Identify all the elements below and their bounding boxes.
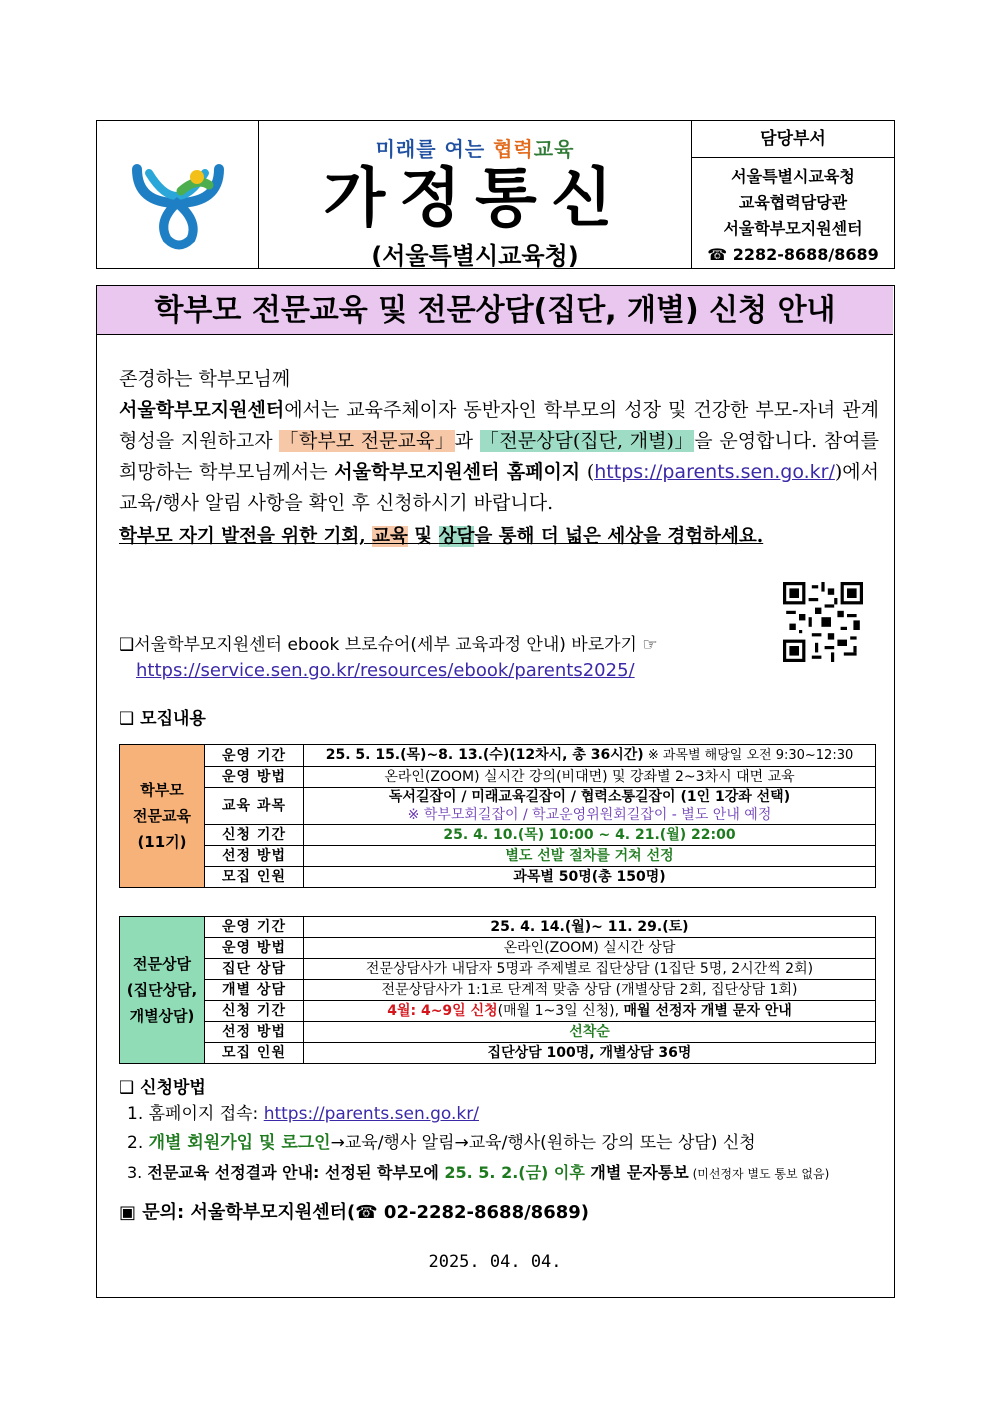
ebook-label: ❑서울학부모지원센터 ebook 브로슈어(세부 교육과정 안내) 바로가기 ☞ <box>119 635 658 655</box>
contact-info: ▣ 문의: 서울학부모지원센터(☎ 02-2282-8688/8689) <box>119 1202 590 1223</box>
apply-homepage-link[interactable]: https://parents.sen.go.kr/ <box>263 1104 479 1124</box>
department-label: 담당부서 <box>692 121 894 158</box>
education-category: 학부모 전문교육 (11기) <box>120 745 205 888</box>
table-cell: 전문상담사가 1:1로 단계적 맞춤 상담 (개별상담 2회, 집단상담 1회) <box>304 980 876 1001</box>
recruit-heading: ❑ 모집내용 <box>119 709 206 729</box>
apply-heading: ❑ 신청방법 <box>119 1078 206 1098</box>
table-cell: 25. 4. 10.(목) 10:00 ~ 4. 21.(월) 22:00 <box>304 825 876 846</box>
page-title: 가정통신 <box>323 162 627 236</box>
header-title-block <box>259 121 692 268</box>
table-row: 개별 상담 전문상담사가 1:1로 단계적 맞춤 상담 (개별상담 2회, 집단상담 1회) <box>120 980 876 1001</box>
ebook-section <box>119 632 658 684</box>
table-cell: 과목별 50명(총 150명) <box>304 867 876 888</box>
table-cell: 온라인(ZOOM) 실시간 상담 <box>304 938 876 959</box>
table-cell: 25. 4. 14.(월)~ 11. 29.(토) <box>304 917 876 938</box>
table-row: 학부모 전문교육 (11기) 운영 기간 25. 5. 15.(목)~8. 13.(수)(12차시, 총 36시간) ※ 과목별 해당일 오전 9:30~12:30 <box>120 745 876 767</box>
table-cell: 25. 5. 15.(목)~8. 13.(수)(12차시, 총 36시간) ※ 과목별 해당일 오전 9:30~12:30 <box>304 745 876 767</box>
slogan: 미래를 여는 협력교육 <box>375 137 575 161</box>
notice-banner: 학부모 전문교육 및 전문상담(집단, 개별) 신청 안내 <box>97 286 893 335</box>
education-table <box>119 744 876 888</box>
page-subtitle: (서울특별시교육청) <box>371 242 579 270</box>
qr-code-icon[interactable] <box>783 582 863 662</box>
table-cell: 별도 선발 절차를 거쳐 선정 <box>304 846 876 867</box>
table-row: 집단 상담 전문상담사가 내담자 5명과 주제별로 집단상담 (1집단 5명, 2시간씩 2회) <box>120 959 876 980</box>
table-row: 운영 방법 온라인(ZOOM) 실시간 강의(비대면) 및 강좌별 2~3차시 대면 교육 <box>120 767 876 788</box>
table-row: 모집 인원 집단상담 100명, 개별상담 36명 <box>120 1043 876 1064</box>
highlight-counseling: 「전문상담(집단, 개별)」 <box>479 430 695 452</box>
department-info: 서울특별시교육청 교육협력담당관 서울학부모지원센터 ☎ 2282-8688/8689 <box>707 167 879 264</box>
table-cell: 독서길잡이 / 미래교육길잡이 / 협력소통길잡이 (1인 1강좌 선택) <box>304 788 876 807</box>
seoul-education-logo <box>97 121 259 268</box>
main-content <box>96 285 895 1298</box>
homepage-link[interactable]: https://parents.sen.go.kr/ <box>594 461 835 483</box>
greeting: 존경하는 학부모님께 <box>119 368 291 390</box>
ebook-link[interactable]: https://service.sen.go.kr/resources/ebook/parents2025/ <box>136 660 635 681</box>
issue-date: 2025. 04. 04. <box>428 1252 562 1272</box>
list-item: 2. 개별 회원가입 및 로그인→교육/행사 알림→교육/행사(원하는 강의 또는 상담) 신청 <box>127 1133 756 1153</box>
apply-steps <box>127 1100 887 1189</box>
counseling-table <box>119 916 876 1064</box>
table-cell: ※ 학부모회길잡이 / 학교운영위원회길잡이 - 별도 안내 예정 <box>304 806 876 825</box>
counseling-category: 전문상담 (집단상담, 개별상담) <box>120 917 205 1064</box>
table-row: 전문상담 (집단상담, 개별상담) 운영 기간 25. 4. 14.(월)~ 11. 29.(토) <box>120 917 876 938</box>
highlight-education: 「학부모 전문교육」 <box>279 430 455 452</box>
list-item: 3. 전문교육 선정결과 안내: 선정된 학부모에 25. 5. 2.(금) 이후 개별 문자통보 (미선정자 별도 통보 없음) <box>127 1163 830 1182</box>
table-cell: 집단상담 100명, 개별상담 36명 <box>304 1043 876 1064</box>
table-cell: 온라인(ZOOM) 실시간 강의(비대면) 및 강좌별 2~3차시 대면 교육 <box>304 767 876 788</box>
intro-paragraph: 서울학부모지원센터에서는 교육주체이자 동반자인 학부모의 성장 및 건강한 부모-자녀 관계 형성을 지원하고자 「학부모 전문교육」과 「전문상담(집단, 개별)」을 운영합니다. 참여를 희망하는 학부모님께서는 서울학부모지원센터 홈페이지 (https://parents.sen.go.kr/)에서 교육/행사 알림 사항을 확인 후 신청하시기 바랍니다. <box>119 399 879 514</box>
table-row: 선정 방법 선착순 <box>120 1022 876 1043</box>
table-row: 선정 방법 별도 선발 절차를 거쳐 선정 <box>120 846 876 867</box>
intro-slogan: 학부모 자기 발전을 위한 기회, 교육 및 상담을 통해 더 넓은 세상을 경험하세요. <box>119 526 764 547</box>
table-row: 신청 기간 4월: 4~9일 신청(매월 1~3일 신청), 매월 선정자 개별 문자 안내 <box>120 1001 876 1022</box>
table-row: 모집 인원 과목별 50명(총 150명) <box>120 867 876 888</box>
table-cell: 4월: 4~9일 신청(매월 1~3일 신청), 매월 선정자 개별 문자 안내 <box>304 1001 876 1022</box>
table-row: 운영 방법 온라인(ZOOM) 실시간 상담 <box>120 938 876 959</box>
table-cell: 전문상담사가 내담자 5명과 주제별로 집단상담 (1집단 5명, 2시간씩 2회) <box>304 959 876 980</box>
intro-text <box>119 364 879 552</box>
header-box <box>96 120 895 269</box>
table-cell: 선착순 <box>304 1022 876 1043</box>
table-row: 교육 과목 독서길잡이 / 미래교육길잡이 / 협력소통길잡이 (1인 1강좌 선택) <box>120 788 876 807</box>
list-item: 1. 홈페이지 접속: https://parents.sen.go.kr/ <box>127 1104 479 1124</box>
table-row: 신청 기간 25. 4. 10.(목) 10:00 ~ 4. 21.(월) 22:00 <box>120 825 876 846</box>
department-box <box>692 121 894 268</box>
